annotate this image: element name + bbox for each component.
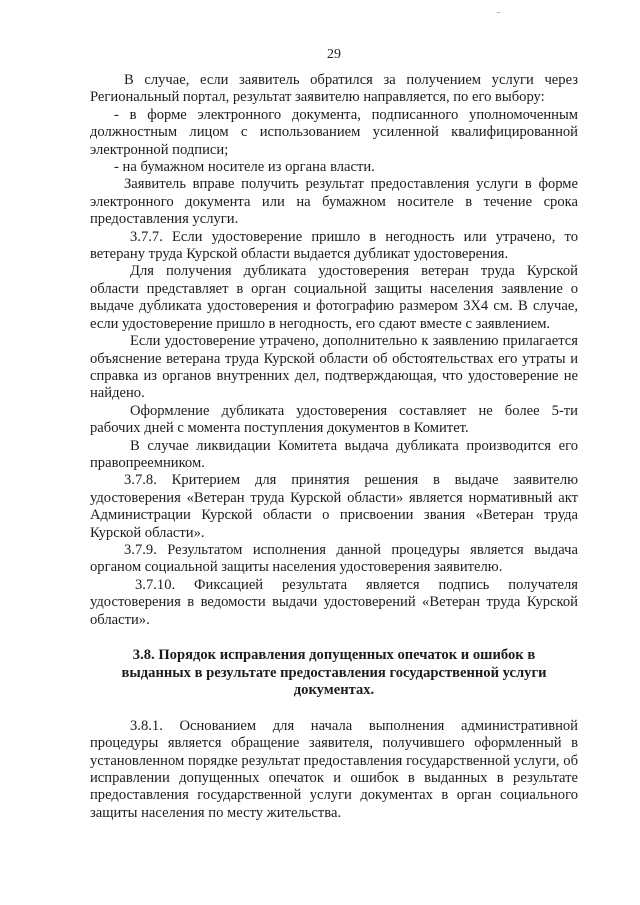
paragraph-applicant-right: Заявитель вправе получить результат предоставления услуги в форме электронного документа или на бумажном носителе в течение срока предоставления услуги. <box>90 176 578 228</box>
list-item-paper-carrier: - на бумажном носителе из органа власти. <box>114 159 375 176</box>
scan-artifact-dot <box>497 12 500 13</box>
list-item-electronic-document: - в форме электронного документа, подписанного уполномоченным должностным лицом с использованием усиленной квалифицированной электронной подписи; <box>90 106 578 158</box>
paragraph-regional-portal: В случае, если заявитель обратился за получением услуги через Региональный портал, результат заявителю направляется, по его выбору: <box>90 72 578 106</box>
section-heading-3-8: 3.8. Порядок исправления допущенных опечаток и ошибок в выданных в результате предоставления государственной услуги документах. <box>121 647 547 699</box>
page-number: 29 <box>327 47 341 62</box>
paragraph-3-7-9: 3.7.9. Результатом исполнения данной процедуры является выдача органом социальной защиты населения удостоверения заявителю. <box>90 541 578 576</box>
paragraph-lost-certificate: Если удостоверение утрачено, дополнительно к заявлению прилагается объяснение ветерана труда Курской области об обстоятельствах его утраты и справка из органов внутренних дел, подтверждающая, что удостоверение не найдено. <box>90 333 578 402</box>
paragraph-3-7-8: 3.7.8. Критерием для принятия решения в выдаче заявителю удостоверения «Ветеран труда Курской области» является нормативный акт Администрации Курской области о присвоении звания «Ветеран труда Курской области». <box>90 472 578 541</box>
paragraph-duplicate-term: Оформление дубликата удостоверения составляет не более 5-ти рабочих дней с момента поступления документов в Комитет. <box>90 402 578 437</box>
document-body <box>90 72 578 822</box>
paragraph-3-7-10: 3.7.10. Фиксацией результата является подпись получателя удостоверения в ведомости выдачи удостоверений «Ветеран труда Курской области». <box>90 576 578 628</box>
paragraph-duplicate-request: Для получения дубликата удостоверения ветеран труда Курской области представляет в орган социальной защиты населения заявление о выдаче дубликата удостоверения и фотографию размером 3Х4 см. В случае, если удостоверение пришло в негодность, его сдают вместе с заявлением. <box>90 263 578 332</box>
paragraph-committee-liquidation: В случае ликвидации Комитета выдача дубликата производится его правопреемником. <box>90 437 578 471</box>
paragraph-3-7-7: 3.7.7. Если удостоверение пришло в негодность или утрачено, то ветерану труда Курской области выдается дубликат удостоверения. <box>90 228 578 263</box>
paragraph-3-8-1: 3.8.1. Основанием для начала выполнения административной процедуры является обращение заявителя, получившего оформленный в установленном порядке результат предоставления государственной услуги, об исправлении допущенных опечаток и ошибок в выданных в результате предоставления государственной услуги документах в орган социального защиты населения по месту жительства. <box>90 717 578 821</box>
